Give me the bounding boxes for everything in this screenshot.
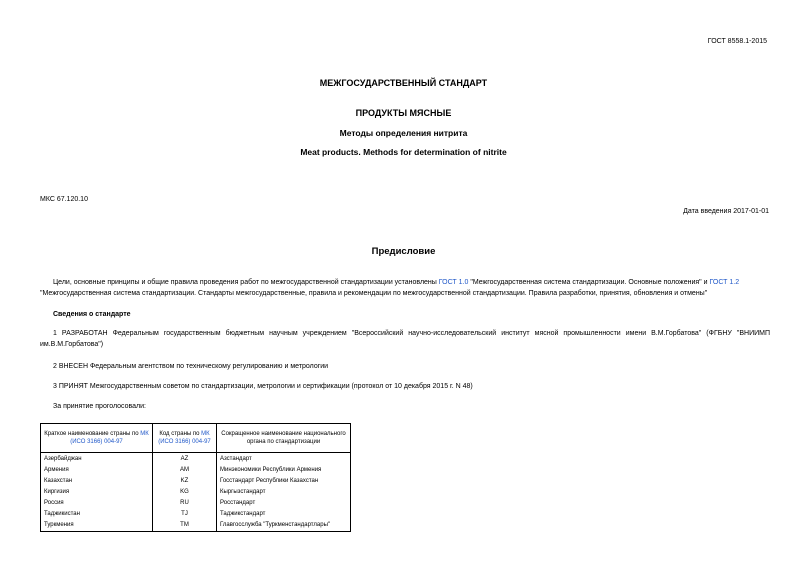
country-cell: Казахстан (41, 476, 153, 487)
table-row (41, 509, 351, 520)
table-row (41, 498, 351, 509)
country-cell: Таджикистан (41, 509, 153, 520)
mk-iso-3166-link[interactable]: МК (ИСО 3166) 004-97 (70, 431, 149, 445)
table-header-row (41, 424, 351, 453)
mks-code: МКС 67.120.10 (40, 196, 88, 203)
voting-countries-table (40, 423, 351, 532)
mk-iso-3166-link[interactable]: МК (ИСО 3166) 004-97 (158, 431, 211, 445)
code-cell: TM (153, 520, 217, 532)
country-cell: Армения (41, 465, 153, 476)
country-cell: Россия (41, 498, 153, 509)
code-cell: AZ (153, 453, 217, 466)
introduction-date: Дата введения 2017-01-01 (683, 208, 769, 215)
developed-by-paragraph: 1 РАЗРАБОТАН Федеральным государственным бюджетным научным учреждением "Всероссийский научно-исследовательский институт мясной промышленности имени В.М.Горбатова" (ФГБНУ "ВНИИМП им.В.М.Горбатова") (40, 330, 770, 348)
code-cell: KG (153, 487, 217, 498)
table-row (41, 520, 351, 532)
code-cell: AM (153, 465, 217, 476)
body-cell: Госстандарт Республики Казахстан (217, 476, 351, 487)
gost-1-2-link[interactable]: ГОСТ 1.2 (709, 279, 740, 286)
foreword-text-a: Цели, основные принципы и общие правила проведения работ по межгосударственной стандартизации установлены (53, 279, 439, 286)
body-cell: Главгосслужба "Туркменстандартлары" (217, 520, 351, 532)
english-title: Meat products. Methods for determination of nitrite (300, 147, 507, 157)
standard-type-heading: МЕЖГОСУДАРСТВЕННЫЙ СТАНДАРТ (319, 78, 488, 88)
table-row (41, 453, 351, 466)
document-code: ГОСТ 8558.1-2015 (707, 38, 767, 45)
code-cell: KZ (153, 476, 217, 487)
country-cell: Азербайджан (41, 453, 153, 466)
country-cell: Туркмения (41, 520, 153, 532)
standards-body-header: Сокращенное наименование национального органа по стандартизации (217, 424, 351, 453)
body-cell: Минэкономики Республики Армения (217, 465, 351, 476)
foreword-text-b: "Межгосударственная система стандартизации. Основные положения" и (468, 279, 710, 286)
country-code-header (153, 424, 217, 453)
code-cell: RU (153, 498, 217, 509)
foreword-heading: Предисловие (371, 246, 436, 257)
body-cell: Кыргызстандарт (217, 487, 351, 498)
country-cell: Киргизия (41, 487, 153, 498)
body-cell: Азстандарт (217, 453, 351, 466)
table-row (41, 476, 351, 487)
body-cell: Росстандарт (217, 498, 351, 509)
code-cell: TJ (153, 509, 217, 520)
body-cell: Таджикстандарт (217, 509, 351, 520)
adopted-by-paragraph: 3 ПРИНЯТ Межгосударственным советом по стандартизации, метрологии и сертификации (протокол от 10 декабря 2015 г. N 48) (53, 383, 473, 390)
country-name-header-text: Краткое наименование страны по (44, 431, 141, 437)
voted-for-label: За принятие проголосовали: (53, 403, 146, 410)
standard-info-heading: Сведения о стандарте (53, 311, 131, 318)
foreword-text-c: "Межгосударственная система стандартизации. Стандарты межгосударственные, правила и рекомендации по межгосударственной стандартизации. Правила разработки, принятия, обновления и отмены" (40, 290, 708, 297)
country-code-header-text: Код страны по (159, 431, 202, 437)
document-subtitle: Методы определения нитрита (339, 128, 468, 138)
table-row (41, 465, 351, 476)
introduced-by-paragraph: 2 ВНЕСЕН Федеральным агентством по техническому регулированию и метрологии (53, 363, 329, 370)
document-title: ПРОДУКТЫ МЯСНЫЕ (355, 108, 452, 118)
gost-1-0-link[interactable]: ГОСТ 1.0 (438, 279, 469, 286)
table-row (41, 487, 351, 498)
foreword-paragraph (40, 277, 770, 299)
country-name-header (41, 424, 153, 453)
